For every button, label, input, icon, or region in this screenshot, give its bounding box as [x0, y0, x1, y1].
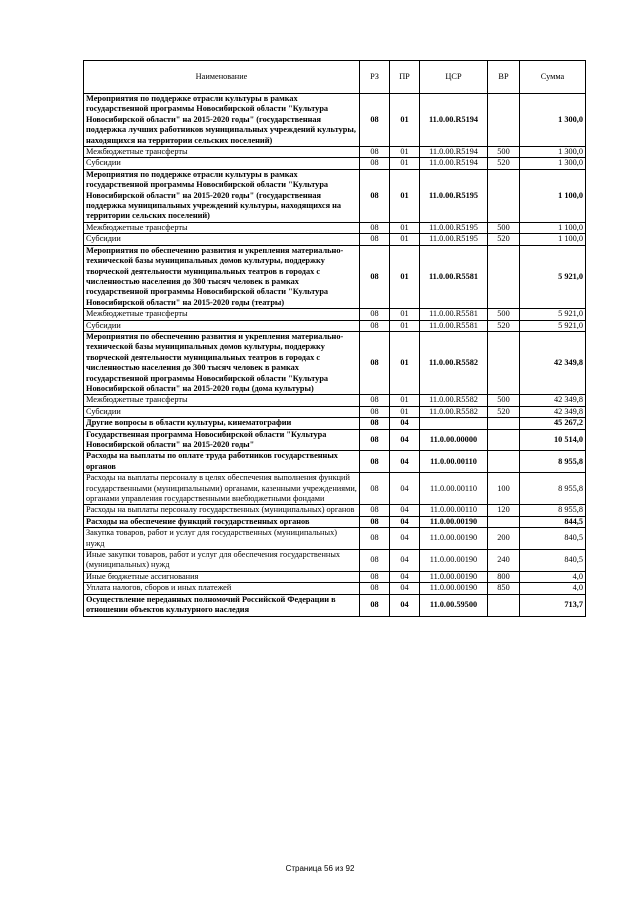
cell-vr — [488, 94, 520, 147]
table-row — [84, 222, 586, 233]
cell-csr: 11.0.00.R5581 — [420, 245, 488, 308]
cell-vr: 500 — [488, 222, 520, 233]
cell-sum: 844,5 — [520, 516, 586, 527]
cell-rz: 08 — [360, 94, 390, 147]
cell-pr: 01 — [390, 395, 420, 406]
cell-rz: 08 — [360, 395, 390, 406]
cell-sum: 1 300,0 — [520, 94, 586, 147]
cell-vr: 100 — [488, 473, 520, 505]
cell-name: Уплата налогов, сборов и иных платежей — [84, 583, 360, 594]
cell-pr: 01 — [390, 406, 420, 417]
cell-csr: 11.0.00.00110 — [420, 473, 488, 505]
cell-vr: 500 — [488, 395, 520, 406]
cell-name: Субсидии — [84, 234, 360, 245]
cell-name: Субсидии — [84, 320, 360, 331]
cell-csr: 11.0.00.00190 — [420, 528, 488, 550]
cell-sum: 42 349,8 — [520, 406, 586, 417]
table-header-row — [84, 61, 586, 94]
cell-vr — [488, 169, 520, 222]
cell-csr: 11.0.00.00110 — [420, 451, 488, 473]
cell-csr: 11.0.00.R5581 — [420, 320, 488, 331]
cell-rz: 08 — [360, 528, 390, 550]
table-row — [84, 418, 586, 429]
cell-rz: 08 — [360, 331, 390, 394]
cell-pr: 04 — [390, 505, 420, 516]
cell-csr: 11.0.00.00190 — [420, 583, 488, 594]
table-row — [84, 406, 586, 417]
header-name: Наименование — [84, 61, 360, 94]
cell-vr — [488, 594, 520, 616]
cell-vr: 200 — [488, 528, 520, 550]
cell-csr: 11.0.00.R5195 — [420, 222, 488, 233]
cell-name: Субсидии — [84, 158, 360, 169]
cell-sum: 713,7 — [520, 594, 586, 616]
cell-pr: 04 — [390, 429, 420, 451]
cell-pr: 01 — [390, 222, 420, 233]
cell-rz: 08 — [360, 571, 390, 582]
cell-sum: 1 300,0 — [520, 158, 586, 169]
cell-vr: 500 — [488, 147, 520, 158]
cell-csr: 11.0.00.R5582 — [420, 406, 488, 417]
cell-csr: 11.0.00.00190 — [420, 516, 488, 527]
cell-vr: 520 — [488, 406, 520, 417]
cell-rz: 08 — [360, 418, 390, 429]
cell-sum: 42 349,8 — [520, 395, 586, 406]
table-row — [84, 94, 586, 147]
cell-rz: 08 — [360, 505, 390, 516]
cell-sum: 8 955,8 — [520, 505, 586, 516]
cell-vr: 520 — [488, 234, 520, 245]
cell-pr: 04 — [390, 473, 420, 505]
cell-vr: 240 — [488, 550, 520, 572]
cell-rz: 08 — [360, 169, 390, 222]
cell-rz: 08 — [360, 406, 390, 417]
cell-name: Субсидии — [84, 406, 360, 417]
cell-name: Расходы на обеспечение функций государственных органов — [84, 516, 360, 527]
cell-vr — [488, 418, 520, 429]
budget-table — [83, 60, 586, 617]
cell-csr: 11.0.00.00190 — [420, 571, 488, 582]
cell-pr: 01 — [390, 158, 420, 169]
cell-rz: 08 — [360, 550, 390, 572]
cell-sum: 1 100,0 — [520, 222, 586, 233]
header-rz: РЗ — [360, 61, 390, 94]
table-row — [84, 528, 586, 550]
cell-vr: 520 — [488, 320, 520, 331]
cell-name: Осуществление переданных полномочий Российской Федерации в отношении объектов культурного наследия — [84, 594, 360, 616]
cell-sum: 42 349,8 — [520, 331, 586, 394]
cell-name: Расходы на выплаты персоналу в целях обеспечения выполнения функций государственными (муниципальными) органами, казенными учреждениями, органами управления государственными внебюджетными фондами — [84, 473, 360, 505]
cell-csr: 11.0.00.R5581 — [420, 309, 488, 320]
cell-name: Иные бюджетные ассигнования — [84, 571, 360, 582]
cell-name: Мероприятия по обеспечению развития и укрепления материально-технической базы муниципальных домов культуры, поддержку творческой деятельности муниципальных театров в городах с численностью населения до 300 тысяч человек в рамках государственной программы Новосибирской области "Культура Новосибирской области" на 2015-2020 годы (дома культуры) — [84, 331, 360, 394]
table-row — [84, 158, 586, 169]
cell-csr: 11.0.00.R5582 — [420, 395, 488, 406]
cell-sum: 1 300,0 — [520, 147, 586, 158]
cell-vr — [488, 331, 520, 394]
cell-vr: 120 — [488, 505, 520, 516]
cell-vr — [488, 429, 520, 451]
table-row — [84, 320, 586, 331]
cell-sum: 840,5 — [520, 528, 586, 550]
cell-vr: 800 — [488, 571, 520, 582]
cell-rz: 08 — [360, 309, 390, 320]
cell-rz: 08 — [360, 451, 390, 473]
cell-sum: 5 921,0 — [520, 309, 586, 320]
cell-sum: 1 100,0 — [520, 169, 586, 222]
cell-name: Мероприятия по поддержке отрасли культуры в рамках государственной программы Новосибирской области "Культура Новосибирской области" на 2015-2020 годы" (государственная поддержка муниципальных учреждений культуры, находящихся на территории сельских поселений) — [84, 169, 360, 222]
cell-rz: 08 — [360, 234, 390, 245]
cell-name: Закупка товаров, работ и услуг для государственных (муниципальных) нужд — [84, 528, 360, 550]
cell-vr: 850 — [488, 583, 520, 594]
header-pr: ПР — [390, 61, 420, 94]
table-row — [84, 451, 586, 473]
cell-sum: 1 100,0 — [520, 234, 586, 245]
cell-name: Межбюджетные трансферты — [84, 147, 360, 158]
table-row — [84, 583, 586, 594]
cell-sum: 8 955,8 — [520, 473, 586, 505]
cell-name: Мероприятия по обеспечению развития и укрепления материально-технической базы муниципальных домов культуры, поддержку творческой деятельности муниципальных театров в городах с численностью населения до 300 тысяч человек в рамках государственной программы Новосибирской области "Культура Новосибирской области" на 2015-2020 годы (театры) — [84, 245, 360, 308]
cell-pr: 04 — [390, 583, 420, 594]
cell-csr: 11.0.00.R5194 — [420, 158, 488, 169]
table-row — [84, 571, 586, 582]
cell-rz: 08 — [360, 147, 390, 158]
cell-rz: 08 — [360, 158, 390, 169]
cell-rz: 08 — [360, 245, 390, 308]
cell-vr — [488, 451, 520, 473]
cell-pr: 01 — [390, 94, 420, 147]
cell-pr: 01 — [390, 320, 420, 331]
cell-sum: 10 514,0 — [520, 429, 586, 451]
table-row — [84, 245, 586, 308]
cell-vr: 500 — [488, 309, 520, 320]
cell-name: Мероприятия по поддержке отрасли культуры в рамках государственной программы Новосибирской области "Культура Новосибирской области" на 2015-2020 годы" (государственная поддержка лучших работников муниципальных учреждений культуры, находящихся на территории сельских поселений) — [84, 94, 360, 147]
cell-rz: 08 — [360, 583, 390, 594]
header-csr: ЦСР — [420, 61, 488, 94]
cell-pr: 01 — [390, 309, 420, 320]
cell-csr: 11.0.00.R5194 — [420, 94, 488, 147]
cell-pr: 04 — [390, 516, 420, 527]
cell-rz: 08 — [360, 516, 390, 527]
table-body — [84, 94, 586, 617]
table-row — [84, 234, 586, 245]
table-row — [84, 147, 586, 158]
cell-sum: 4,0 — [520, 583, 586, 594]
page-number: Страница 56 из 92 — [285, 864, 355, 873]
cell-sum: 5 921,0 — [520, 320, 586, 331]
cell-csr: 11.0.00.59500 — [420, 594, 488, 616]
table-row — [84, 331, 586, 394]
table-row — [84, 429, 586, 451]
cell-sum: 8 955,8 — [520, 451, 586, 473]
cell-pr: 01 — [390, 331, 420, 394]
cell-csr: 11.0.00.00000 — [420, 429, 488, 451]
cell-vr — [488, 245, 520, 308]
table-row — [84, 473, 586, 505]
table-row — [84, 505, 586, 516]
cell-pr: 04 — [390, 451, 420, 473]
cell-csr — [420, 418, 488, 429]
cell-rz: 08 — [360, 594, 390, 616]
cell-csr: 11.0.00.00190 — [420, 550, 488, 572]
cell-sum: 5 921,0 — [520, 245, 586, 308]
cell-name: Иные закупки товаров, работ и услуг для обеспечения государственных (муниципальных) нужд — [84, 550, 360, 572]
cell-rz: 08 — [360, 429, 390, 451]
cell-name: Межбюджетные трансферты — [84, 222, 360, 233]
table-row — [84, 550, 586, 572]
cell-name: Расходы на выплаты персоналу государственных (муниципальных) органов — [84, 505, 360, 516]
cell-name: Государственная программа Новосибирской области "Культура Новосибирской области" на 2015-2020 годы" — [84, 429, 360, 451]
header-sum: Сумма — [520, 61, 586, 94]
cell-rz: 08 — [360, 473, 390, 505]
cell-csr: 11.0.00.00110 — [420, 505, 488, 516]
cell-name: Расходы на выплаты по оплате труда работников государственных органов — [84, 451, 360, 473]
cell-rz: 08 — [360, 222, 390, 233]
cell-csr: 11.0.00.R5195 — [420, 234, 488, 245]
cell-pr: 04 — [390, 528, 420, 550]
table-row — [84, 169, 586, 222]
cell-vr — [488, 516, 520, 527]
cell-pr: 04 — [390, 594, 420, 616]
cell-pr: 01 — [390, 245, 420, 308]
cell-pr: 01 — [390, 234, 420, 245]
cell-rz: 08 — [360, 320, 390, 331]
cell-csr: 11.0.00.R5582 — [420, 331, 488, 394]
cell-vr: 520 — [488, 158, 520, 169]
cell-pr: 04 — [390, 571, 420, 582]
cell-csr: 11.0.00.R5195 — [420, 169, 488, 222]
cell-sum: 45 267,2 — [520, 418, 586, 429]
cell-pr: 04 — [390, 418, 420, 429]
cell-pr: 01 — [390, 169, 420, 222]
table-row — [84, 516, 586, 527]
cell-sum: 4,0 — [520, 571, 586, 582]
cell-pr: 04 — [390, 550, 420, 572]
cell-name: Межбюджетные трансферты — [84, 395, 360, 406]
table-row — [84, 594, 586, 616]
cell-csr: 11.0.00.R5194 — [420, 147, 488, 158]
cell-name: Другие вопросы в области культуры, кинематографии — [84, 418, 360, 429]
header-vr: ВР — [488, 61, 520, 94]
cell-sum: 840,5 — [520, 550, 586, 572]
table-row — [84, 309, 586, 320]
table-row — [84, 395, 586, 406]
cell-name: Межбюджетные трансферты — [84, 309, 360, 320]
cell-pr: 01 — [390, 147, 420, 158]
